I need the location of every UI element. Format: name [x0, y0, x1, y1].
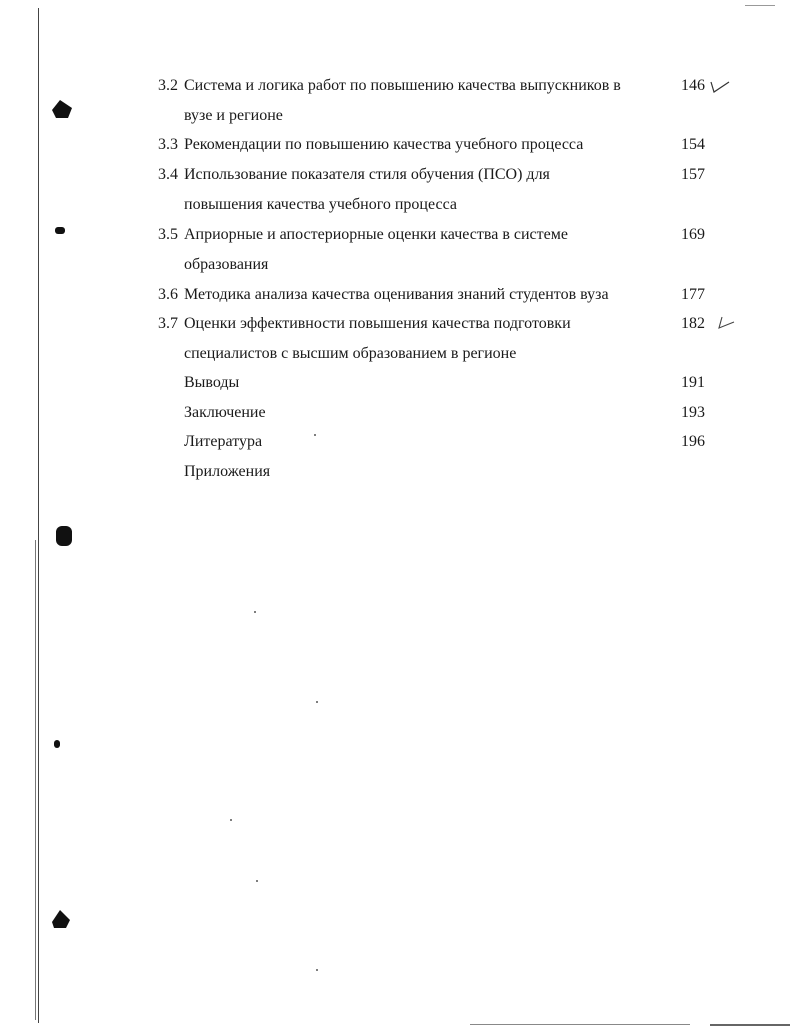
- toc-entry-page: 196: [681, 433, 705, 450]
- toc-entry-page: 191: [681, 374, 705, 391]
- punch-hole-mark: [56, 526, 72, 546]
- punch-hole-mark: [54, 740, 60, 748]
- toc-entry-number: 3.6: [158, 286, 178, 303]
- scan-speck: [316, 701, 318, 703]
- toc-entry-title: Априорные и апостериорные оценки качества в системе: [184, 226, 568, 243]
- toc-entry-number: 3.3: [158, 136, 178, 153]
- toc-entry-page: 177: [681, 286, 705, 303]
- toc-entry-title-continuation: образования: [184, 256, 269, 273]
- binding-edge-line-inner: [35, 540, 36, 1020]
- toc-entry-title: Система и логика работ по повышению качества выпускников в: [184, 77, 621, 94]
- punch-hole-mark: [50, 98, 76, 122]
- toc-entry-page: 193: [681, 404, 705, 421]
- toc-entry-number: 3.7: [158, 315, 178, 332]
- toc-entry-page: 146: [681, 77, 705, 94]
- toc-entry-page: 154: [681, 136, 705, 153]
- punch-hole-mark: [55, 227, 65, 234]
- toc-entry-page: 182: [681, 315, 705, 332]
- bottom-scan-line: [710, 1024, 790, 1026]
- toc-entry-title-continuation: специалистов с высшим образованием в регионе: [184, 345, 517, 362]
- top-scan-line: [745, 5, 775, 6]
- checkmark-icon: [716, 316, 736, 330]
- binding-edge-line: [38, 8, 39, 1023]
- toc-entry-number: 3.4: [158, 166, 178, 183]
- toc-entry-title: Рекомендации по повышению качества учебного процесса: [184, 136, 584, 153]
- toc-entry-title: Выводы: [184, 374, 240, 391]
- toc-entry-title: Приложения: [184, 463, 271, 480]
- toc-entry-title: Использование показателя стиля обучения (ПСО) для: [184, 166, 550, 183]
- toc-entry-page: 169: [681, 226, 705, 243]
- toc-entry-number: 3.5: [158, 226, 178, 243]
- scan-speck: [316, 969, 318, 971]
- scan-speck: [256, 880, 258, 882]
- scan-speck: [254, 611, 256, 613]
- toc-entry-title: Методика анализа качества оценивания знаний студентов вуза: [184, 286, 609, 303]
- toc-entry-title: Оценки эффективности повышения качества подготовки: [184, 315, 571, 332]
- checkmark-icon: [709, 78, 731, 94]
- toc-entry-page: 157: [681, 166, 705, 183]
- punch-hole-mark: [50, 908, 74, 932]
- scan-speck: [314, 434, 316, 436]
- toc-entry-title-continuation: вузе и регионе: [184, 107, 283, 124]
- toc-entry-title: Заключение: [184, 404, 266, 421]
- toc-entry-title-continuation: повышения качества учебного процесса: [184, 196, 457, 213]
- toc-entry-title: Литература: [184, 433, 263, 450]
- bottom-scan-line: [470, 1024, 690, 1025]
- toc-entry-number: 3.2: [158, 77, 178, 94]
- scan-speck: [230, 819, 232, 821]
